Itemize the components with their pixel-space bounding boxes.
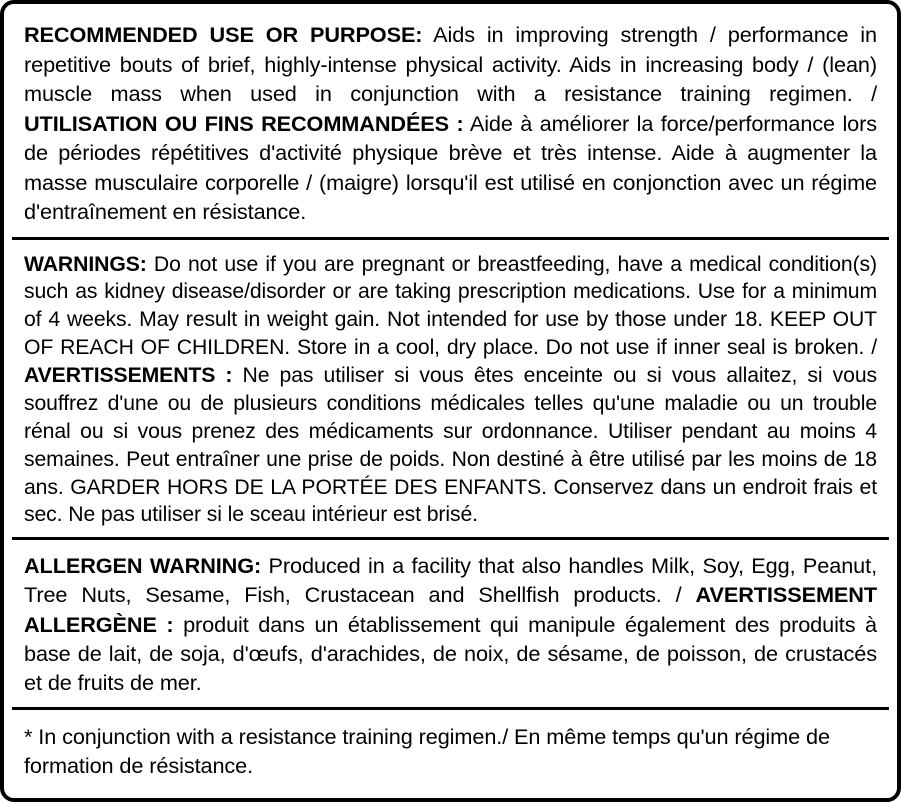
recommended-use-section — [12, 10, 889, 240]
recommended-use-heading-en: RECOMMENDED USE OR PURPOSE: — [24, 22, 423, 47]
recommended-use-body-en: Aids in improving strength / performance in repetitive bouts of brief, highly-intense physical activity. Aids in increasing body / (lean) muscle mass when used in conjunction with a resistance training regimen. / — [24, 22, 877, 107]
recommended-use-text — [24, 20, 877, 227]
allergen-warning-text — [24, 551, 877, 696]
allergen-heading-fr: AVERTISSEMENT ALLERGÈNE : — [24, 582, 877, 637]
warnings-body-en: Do not use if you are pregnant or breastfeeding, have a medical condition(s) such as kidney disease/disorder or are taking prescription medications. Use for a minimum of 4 weeks. May result in weight gain. Not intended for use by those under 18. KEEP OUT OF REACH OF CHILDREN. Store in a cool, dry place. Do not use if inner seal is broken. / — [24, 252, 877, 360]
warnings-heading-en: WARNINGS: — [24, 252, 147, 276]
warnings-heading-fr: AVERTISSEMENTS : — [24, 364, 233, 388]
allergen-warning-section — [12, 540, 889, 709]
allergen-heading-en: ALLERGEN WARNING: — [24, 553, 262, 579]
allergen-body-en: Produced in a facility that also handles Milk, Soy, Egg, Peanut, Tree Nuts, Sesame, Fish, Crustacean and Shellfish products. / — [24, 553, 877, 608]
footnote-text: * In conjunction with a resistance training regimen./ En même temps qu'un régime de formation de résistance. — [24, 723, 830, 778]
recommended-use-body-fr: Aide à améliorer la force/performance lors de périodes répétitives d'activité physique brève et très intense. Aide à augmenter la masse musculaire corporelle / (maigre) lorsqu'il est utilisé en conjonction avec un régime d'entraînement en résistance. — [24, 110, 877, 225]
footnote-section — [12, 710, 889, 790]
recommended-use-heading-fr: UTILISATION OU FINS RECOMMANDÉES : — [24, 110, 464, 136]
warnings-body-fr: Ne pas utiliser si vous êtes enceinte ou si vous allaitez, si vous souffrez d'une ou de plusieurs conditions médicales telles qu'une maladie ou un trouble rénal ou si vous prenez des médicaments sur ordonnance. Utiliser pendant au moins 4 semaines. Peut entraîner une prise de poids. Non destiné à être utilisé par les moins de 18 ans. GARDER HORS DE LA PORTÉE DES ENFANTS. Conservez dans un endroit frais et sec. Ne pas utiliser si le sceau intérieur est brisé. — [24, 364, 877, 527]
allergen-body-fr: produit dans un établissement qui manipule également des produits à base de lait, de soja, d'œufs, d'arachides, de noix, de sésame, de poisson, de crustacés et de fruits de mer. — [24, 611, 877, 695]
warnings-section — [12, 240, 889, 541]
warnings-text — [24, 251, 877, 530]
